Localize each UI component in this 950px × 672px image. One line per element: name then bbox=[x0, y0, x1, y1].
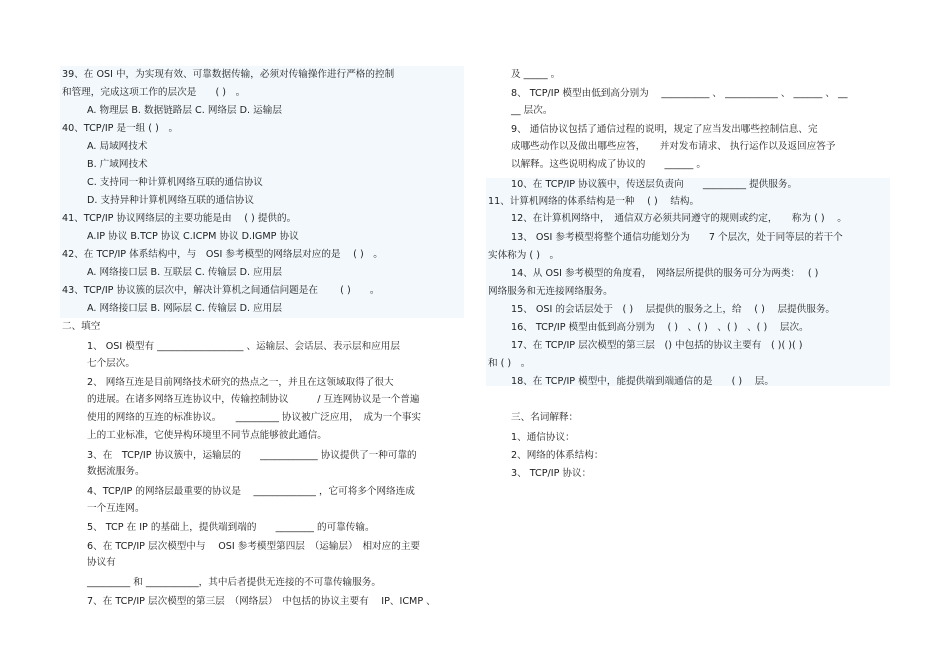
fill11-line: 11、计算机网络的体系结构是一种 ( ) 结构。 bbox=[488, 196, 700, 207]
glossary-item-1: 1、通信协议： bbox=[511, 432, 575, 443]
fill9-line1: 9、 通信协议包括了通信过程的说明，规定了应当发出哪些控制信息、完 bbox=[511, 124, 818, 135]
fill9-line2: 成哪些动作以及做出哪些应答， 并对发布请求、 执行运作以及返回应答予 bbox=[511, 141, 836, 152]
q40-option-d: D. 支持异种计算机网络互联的通信协议 bbox=[87, 195, 254, 206]
fill2-line4: 上的工业标准，它使异构环境里不同节点能够彼此通信。 bbox=[87, 430, 327, 441]
q40-option-a: A. 局域网技术 bbox=[87, 141, 148, 152]
q41-stem: 41、TCP/IP 协议网络层的主要功能是由 ( ) 提供的。 bbox=[62, 213, 297, 224]
fill2-line1: 2、 网络互连是目前网络技术研究的热点之一，并且在这领域取得了很大 bbox=[87, 377, 394, 388]
fill7-line1: 7、在 TCP/IP 层次模型的第三层 （网络层） 中包括的协议主要有 IP、ICMP 、 bbox=[87, 596, 436, 607]
fill6-line2: 协议有 bbox=[87, 557, 116, 568]
fill14-line2: 网络服务和无连接网络服务。 bbox=[488, 286, 613, 297]
fill1-line1: 1、 OSI 模型有 __________________ 、运输层、会话层、表示层和应用层 bbox=[87, 341, 400, 352]
fill3-line2: 数据流服务。 bbox=[87, 466, 145, 477]
fill5-line: 5、 TCP 在 IP 的基础上，提供端到端的 ________ 的可靠传输。 bbox=[87, 522, 375, 533]
fill7-line2: 及 _____ 。 bbox=[511, 69, 561, 80]
fill10-line: 10、在 TCP/IP 协议簇中，传送层负责向 _________ 提供服务。 bbox=[511, 179, 798, 190]
q40-option-c: C. 支持同一种计算机网络互联的通信协议 bbox=[87, 177, 263, 188]
fill9-line3: 以解释。这些说明构成了协议的 ______ 。 bbox=[511, 159, 706, 170]
q39-line1: 39、在 OSI 中，为实现有效、可靠数据传输，必须对传输操作进行严格的控制 bbox=[62, 69, 395, 80]
section-glossary-heading: 三、名词解释： bbox=[511, 412, 579, 423]
highlight-block-right bbox=[486, 178, 890, 386]
fill4-line1: 4、TCP/IP 的网络层最重要的协议是 _____________ ，它可将多个网络连成 bbox=[87, 486, 415, 497]
fill3-line1: 3、在 TCP/IP 协议簇中，运输层的 ____________ 协议提供了一种可靠的 bbox=[87, 450, 417, 461]
fill17-line2: 和 ( ) 。 bbox=[488, 358, 531, 369]
fill15-line: 15、 OSI 的会话层处于 ( ) 层提供的服务之上，给 ( ) 层提供服务。 bbox=[511, 304, 836, 315]
q43-options: A. 网络接口层 B. 网际层 C. 传输层 D. 应用层 bbox=[87, 303, 282, 314]
fill14-line1: 14、从 OSI 参考模型的角度看， 网络层所提供的服务可分为两类： ( ) bbox=[511, 268, 819, 279]
q43-stem: 43、TCP/IP 协议簇的层次中，解决计算机之间通信问题是在 ( ) 。 bbox=[62, 285, 380, 296]
fill8-line1: 8、 TCP/IP 模型由低到高分别为 __________ 、 ___________ 、 ______ 、 __ bbox=[511, 88, 848, 99]
glossary-item-3: 3、 TCP/IP 协议： bbox=[511, 468, 592, 479]
q39-options: A. 物理层 B. 数据链路层 C. 网络层 D. 运输层 bbox=[87, 105, 282, 116]
section-fill-blank-heading: 二、填空 bbox=[62, 321, 101, 332]
fill17-line1: 17、在 TCP/IP 层次模型的第三层 () 中包括的协议主要有 ( )( )( ) bbox=[511, 340, 803, 351]
fill6-line1: 6、在 TCP/IP 层次模型中与 OSI 参考模型第四层 （运输层） 相对应的主要 bbox=[87, 541, 421, 552]
q41-options: A.IP 协议 B.TCP 协议 C.ICPM 协议 D.IGMP 协议 bbox=[87, 231, 299, 242]
q39-line2: 和管理，完成这项工作的层次是 ( ) 。 bbox=[62, 87, 246, 98]
q40-stem: 40、TCP/IP 是一组 ( ) 。 bbox=[62, 123, 179, 134]
fill8-line2: __ 层次。 bbox=[511, 105, 553, 116]
q42-stem: 42、在 TCP/IP 体系结构中，与 OSI 参考模型的网络层对应的是 ( ) 。 bbox=[62, 249, 383, 260]
fill2-line3: 使用的网络的互连的标准协议。 _________ 协议被广泛应用， 成为一个事实 bbox=[87, 412, 422, 423]
fill6-line3: _________ 和 ___________，其中后者提供无连接的不可靠传输服务。 bbox=[87, 577, 381, 588]
q40-option-b: B. 广域网技术 bbox=[87, 159, 148, 170]
fill13-line2: 实体称为 ( ) 。 bbox=[488, 250, 560, 261]
glossary-item-2: 2、网络的体系结构： bbox=[511, 450, 604, 461]
fill1-line2: 七个层次。 bbox=[87, 358, 135, 369]
fill18-line: 18、在 TCP/IP 模型中，能提供端到端通信的是 ( ) 层。 bbox=[511, 376, 774, 387]
q42-options: A. 网络接口层 B. 互联层 C. 传输层 D. 应用层 bbox=[87, 267, 282, 278]
fill2-line2: 的进展。在诸多网络互连协议中，传输控制协议 / 互连网协议是一个普遍 bbox=[87, 394, 420, 405]
fill13-line1: 13、 OSI 参考模型将整个通信功能划分为 7 个层次，处于同等层的若干个 bbox=[511, 232, 843, 243]
fill4-line2: 一个互连网。 bbox=[87, 503, 145, 514]
fill16-line: 16、 TCP/IP 模型由低到高分别为 ( ) 、( ) 、( ) 、( ) 层次。 bbox=[511, 322, 809, 333]
fill12-line: 12、在计算机网络中， 通信双方必须共同遵守的规则或约定， 称为 ( ) 。 bbox=[511, 213, 847, 224]
